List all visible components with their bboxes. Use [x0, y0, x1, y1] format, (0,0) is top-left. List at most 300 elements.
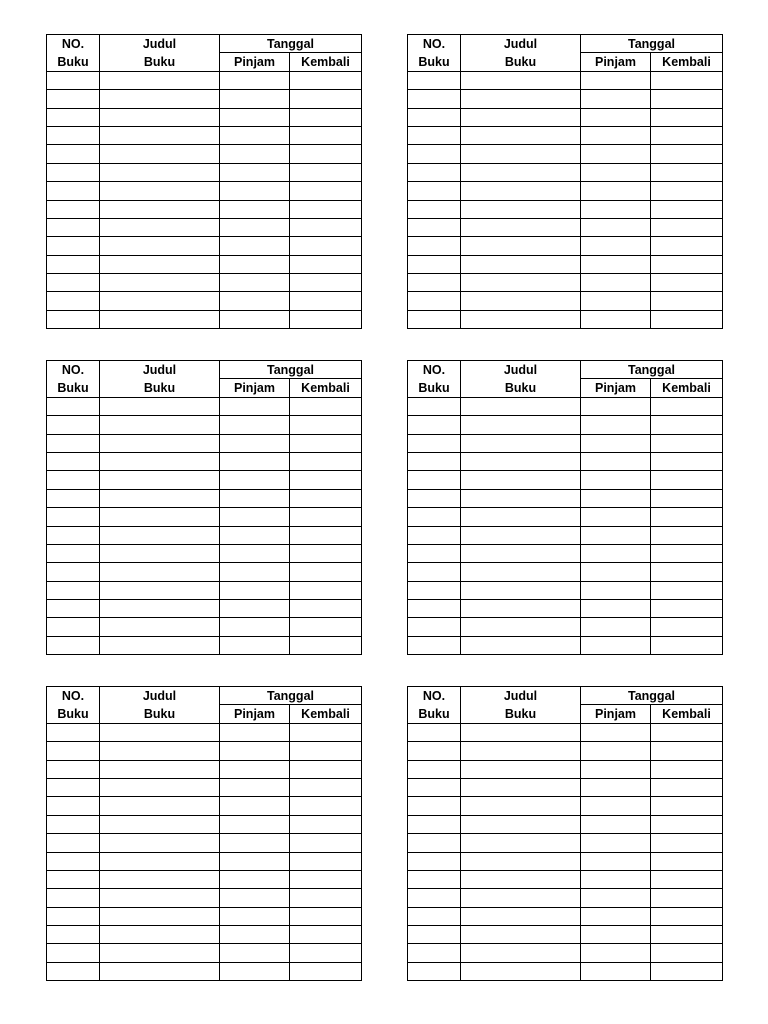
no-buku-cell: [408, 544, 461, 562]
header-pinjam-label: Pinjam: [220, 705, 290, 723]
tanggal-kembali-cell: [290, 581, 362, 599]
book-loan-table: [407, 360, 723, 655]
header-buku-label: Buku: [408, 379, 461, 397]
tanggal-pinjam-cell: [220, 126, 290, 144]
no-buku-cell: [47, 310, 100, 328]
table-row: [47, 508, 362, 526]
header-pinjam-label: Pinjam: [581, 53, 651, 71]
header-buku-label: Buku: [100, 53, 220, 71]
no-buku-cell: [47, 581, 100, 599]
judul-buku-cell: [461, 108, 581, 126]
no-buku-cell: [47, 962, 100, 980]
table-row: [408, 397, 723, 415]
table-row: [408, 452, 723, 470]
tanggal-pinjam-cell: [220, 870, 290, 888]
tanggal-kembali-cell: [290, 526, 362, 544]
no-buku-cell: [47, 544, 100, 562]
judul-buku-cell: [100, 71, 220, 89]
table-row: [47, 815, 362, 833]
tanggal-pinjam-cell: [581, 778, 651, 796]
tanggal-pinjam-cell: [581, 108, 651, 126]
judul-buku-cell: [461, 834, 581, 852]
table-row: [47, 182, 362, 200]
judul-buku-cell: [100, 889, 220, 907]
no-buku-cell: [408, 508, 461, 526]
table-row: [47, 723, 362, 741]
tanggal-pinjam-cell: [220, 815, 290, 833]
tanggal-kembali-cell: [290, 944, 362, 962]
table-row: [47, 145, 362, 163]
tanggal-pinjam-cell: [220, 723, 290, 741]
table-row: [408, 90, 723, 108]
no-buku-cell: [408, 471, 461, 489]
tanggal-kembali-cell: [290, 907, 362, 925]
tanggal-pinjam-cell: [220, 600, 290, 618]
no-buku-cell: [408, 145, 461, 163]
tanggal-pinjam-cell: [220, 145, 290, 163]
judul-buku-cell: [100, 962, 220, 980]
book-loan-table: [46, 686, 362, 981]
table-row: [408, 797, 723, 815]
judul-buku-cell: [461, 508, 581, 526]
judul-buku-cell: [100, 471, 220, 489]
no-buku-cell: [408, 760, 461, 778]
tanggal-pinjam-cell: [220, 778, 290, 796]
tanggal-pinjam-cell: [581, 90, 651, 108]
table-row: [408, 600, 723, 618]
tanggal-pinjam-cell: [220, 907, 290, 925]
judul-buku-cell: [461, 581, 581, 599]
no-buku-cell: [408, 907, 461, 925]
tanggal-kembali-cell: [651, 797, 723, 815]
no-buku-cell: [408, 815, 461, 833]
table-row: [408, 742, 723, 760]
table-row: [47, 797, 362, 815]
header-tanggal-label: Tanggal: [581, 35, 723, 53]
tanggal-kembali-cell: [651, 926, 723, 944]
judul-buku-cell: [100, 870, 220, 888]
tanggal-kembali-cell: [651, 870, 723, 888]
no-buku-cell: [408, 489, 461, 507]
tanggal-kembali-cell: [651, 292, 723, 310]
table-row: [408, 870, 723, 888]
judul-buku-cell: [100, 145, 220, 163]
tanggal-kembali-cell: [651, 723, 723, 741]
tanggal-pinjam-cell: [581, 416, 651, 434]
judul-buku-cell: [461, 889, 581, 907]
no-buku-cell: [408, 581, 461, 599]
judul-buku-cell: [461, 182, 581, 200]
no-buku-cell: [408, 452, 461, 470]
table-row: [47, 108, 362, 126]
header-pinjam-label: Pinjam: [220, 379, 290, 397]
tanggal-kembali-cell: [290, 434, 362, 452]
tanggal-kembali-cell: [651, 760, 723, 778]
judul-buku-cell: [100, 723, 220, 741]
judul-buku-cell: [461, 200, 581, 218]
tanggal-kembali-cell: [651, 108, 723, 126]
judul-buku-cell: [461, 434, 581, 452]
table-row: [47, 544, 362, 562]
no-buku-cell: [47, 618, 100, 636]
judul-buku-cell: [100, 434, 220, 452]
tanggal-kembali-cell: [651, 71, 723, 89]
judul-buku-cell: [461, 489, 581, 507]
tanggal-pinjam-cell: [220, 416, 290, 434]
judul-buku-cell: [461, 237, 581, 255]
table-row: [47, 471, 362, 489]
book-loan-table: [407, 686, 723, 981]
judul-buku-cell: [100, 944, 220, 962]
judul-buku-cell: [461, 471, 581, 489]
judul-buku-cell: [461, 563, 581, 581]
judul-buku-cell: [461, 944, 581, 962]
tanggal-pinjam-cell: [220, 182, 290, 200]
header-row-bottom: [47, 53, 362, 71]
header-tanggal-label: Tanggal: [581, 361, 723, 379]
no-buku-cell: [47, 742, 100, 760]
judul-buku-cell: [461, 416, 581, 434]
tanggal-kembali-cell: [651, 416, 723, 434]
tanggal-kembali-cell: [651, 182, 723, 200]
tanggal-pinjam-cell: [220, 237, 290, 255]
book-loan-card: [407, 686, 722, 981]
judul-buku-cell: [100, 636, 220, 654]
tanggal-kembali-cell: [290, 870, 362, 888]
tanggal-kembali-cell: [651, 600, 723, 618]
header-pinjam-label: Pinjam: [220, 53, 290, 71]
no-buku-cell: [47, 926, 100, 944]
tanggal-kembali-cell: [290, 274, 362, 292]
table-row: [47, 907, 362, 925]
no-buku-cell: [47, 434, 100, 452]
tanggal-kembali-cell: [290, 508, 362, 526]
no-buku-cell: [47, 944, 100, 962]
no-buku-cell: [408, 944, 461, 962]
tanggal-kembali-cell: [290, 889, 362, 907]
tanggal-pinjam-cell: [220, 742, 290, 760]
no-buku-cell: [47, 163, 100, 181]
no-buku-cell: [408, 926, 461, 944]
judul-buku-cell: [461, 526, 581, 544]
tanggal-kembali-cell: [290, 200, 362, 218]
tanggal-kembali-cell: [651, 310, 723, 328]
tanggal-kembali-cell: [290, 310, 362, 328]
table-row: [408, 778, 723, 796]
no-buku-cell: [408, 563, 461, 581]
judul-buku-cell: [100, 292, 220, 310]
table-row: [408, 544, 723, 562]
header-buku-label: Buku: [461, 379, 581, 397]
table-row: [47, 237, 362, 255]
judul-buku-cell: [461, 292, 581, 310]
header-kembali-label: Kembali: [651, 705, 723, 723]
tanggal-pinjam-cell: [220, 944, 290, 962]
tanggal-kembali-cell: [651, 742, 723, 760]
tanggal-kembali-cell: [651, 889, 723, 907]
book-loan-table: [407, 34, 723, 329]
tanggal-pinjam-cell: [581, 182, 651, 200]
table-row: [408, 962, 723, 980]
table-row: [47, 563, 362, 581]
tanggal-kembali-cell: [290, 126, 362, 144]
no-buku-cell: [408, 274, 461, 292]
header-pinjam-label: Pinjam: [581, 705, 651, 723]
tanggal-pinjam-cell: [581, 815, 651, 833]
table-row: [47, 742, 362, 760]
judul-buku-cell: [100, 416, 220, 434]
header-no-label: NO.: [47, 361, 100, 379]
tanggal-kembali-cell: [651, 944, 723, 962]
header-judul-label: Judul: [100, 687, 220, 705]
tanggal-kembali-cell: [290, 163, 362, 181]
no-buku-cell: [47, 797, 100, 815]
no-buku-cell: [47, 563, 100, 581]
judul-buku-cell: [100, 907, 220, 925]
tanggal-pinjam-cell: [581, 163, 651, 181]
judul-buku-cell: [461, 163, 581, 181]
tanggal-kembali-cell: [651, 778, 723, 796]
tanggal-kembali-cell: [651, 563, 723, 581]
no-buku-cell: [47, 834, 100, 852]
table-row: [47, 926, 362, 944]
no-buku-cell: [408, 126, 461, 144]
tanggal-pinjam-cell: [220, 292, 290, 310]
judul-buku-cell: [100, 237, 220, 255]
no-buku-cell: [408, 218, 461, 236]
header-buku-label: Buku: [47, 53, 100, 71]
tanggal-pinjam-cell: [220, 71, 290, 89]
judul-buku-cell: [100, 489, 220, 507]
tanggal-kembali-cell: [290, 544, 362, 562]
no-buku-cell: [47, 489, 100, 507]
judul-buku-cell: [461, 218, 581, 236]
tanggal-pinjam-cell: [220, 434, 290, 452]
table-row: [47, 600, 362, 618]
judul-buku-cell: [461, 544, 581, 562]
tanggal-pinjam-cell: [581, 145, 651, 163]
judul-buku-cell: [100, 508, 220, 526]
no-buku-cell: [408, 71, 461, 89]
no-buku-cell: [47, 471, 100, 489]
no-buku-cell: [408, 834, 461, 852]
tanggal-pinjam-cell: [581, 126, 651, 144]
tanggal-kembali-cell: [290, 815, 362, 833]
judul-buku-cell: [100, 218, 220, 236]
header-buku-label: Buku: [47, 379, 100, 397]
tanggal-kembali-cell: [290, 292, 362, 310]
judul-buku-cell: [100, 760, 220, 778]
tanggal-kembali-cell: [290, 397, 362, 415]
tanggal-kembali-cell: [290, 852, 362, 870]
tanggal-kembali-cell: [290, 255, 362, 273]
header-row-top: [47, 687, 362, 705]
header-row-bottom: [408, 53, 723, 71]
table-row: [47, 274, 362, 292]
tanggal-kembali-cell: [290, 600, 362, 618]
no-buku-cell: [47, 200, 100, 218]
tanggal-kembali-cell: [651, 397, 723, 415]
judul-buku-cell: [461, 636, 581, 654]
tanggal-kembali-cell: [290, 108, 362, 126]
header-no-label: NO.: [408, 361, 461, 379]
tanggal-kembali-cell: [651, 90, 723, 108]
tanggal-pinjam-cell: [581, 563, 651, 581]
table-row: [408, 274, 723, 292]
no-buku-cell: [47, 397, 100, 415]
no-buku-cell: [47, 108, 100, 126]
table-row: [408, 163, 723, 181]
tanggal-kembali-cell: [290, 723, 362, 741]
table-row: [408, 416, 723, 434]
tanggal-pinjam-cell: [581, 489, 651, 507]
tanggal-pinjam-cell: [581, 255, 651, 273]
judul-buku-cell: [100, 200, 220, 218]
table-row: [408, 145, 723, 163]
table-row: [47, 90, 362, 108]
judul-buku-cell: [100, 926, 220, 944]
tanggal-pinjam-cell: [220, 544, 290, 562]
tanggal-kembali-cell: [290, 218, 362, 236]
tanggal-pinjam-cell: [581, 944, 651, 962]
table-row: [47, 416, 362, 434]
table-row: [408, 508, 723, 526]
no-buku-cell: [47, 274, 100, 292]
table-row: [408, 760, 723, 778]
table-row: [47, 71, 362, 89]
tanggal-kembali-cell: [651, 145, 723, 163]
no-buku-cell: [47, 416, 100, 434]
book-loan-card: [407, 360, 722, 655]
tanggal-pinjam-cell: [220, 526, 290, 544]
tanggal-kembali-cell: [651, 815, 723, 833]
judul-buku-cell: [461, 852, 581, 870]
header-judul-label: Judul: [461, 361, 581, 379]
no-buku-cell: [47, 182, 100, 200]
table-row: [408, 815, 723, 833]
tanggal-pinjam-cell: [220, 274, 290, 292]
header-kembali-label: Kembali: [651, 379, 723, 397]
tanggal-pinjam-cell: [581, 834, 651, 852]
tanggal-pinjam-cell: [581, 889, 651, 907]
tanggal-kembali-cell: [290, 834, 362, 852]
tanggal-pinjam-cell: [581, 852, 651, 870]
tanggal-pinjam-cell: [581, 71, 651, 89]
table-row: [47, 760, 362, 778]
header-tanggal-label: Tanggal: [220, 361, 362, 379]
no-buku-cell: [47, 636, 100, 654]
tanggal-pinjam-cell: [581, 237, 651, 255]
tanggal-pinjam-cell: [581, 581, 651, 599]
tanggal-pinjam-cell: [220, 834, 290, 852]
tanggal-kembali-cell: [651, 434, 723, 452]
header-no-label: NO.: [408, 687, 461, 705]
tanggal-kembali-cell: [651, 834, 723, 852]
table-row: [408, 834, 723, 852]
table-row: [47, 889, 362, 907]
judul-buku-cell: [461, 962, 581, 980]
tanggal-pinjam-cell: [581, 471, 651, 489]
tanggal-kembali-cell: [290, 926, 362, 944]
judul-buku-cell: [461, 797, 581, 815]
table-row: [408, 852, 723, 870]
tanggal-kembali-cell: [651, 636, 723, 654]
judul-buku-cell: [461, 778, 581, 796]
judul-buku-cell: [100, 108, 220, 126]
header-row-bottom: [47, 705, 362, 723]
judul-buku-cell: [100, 778, 220, 796]
table-row: [408, 292, 723, 310]
table-row: [47, 434, 362, 452]
table-row: [408, 581, 723, 599]
table-row: [408, 526, 723, 544]
no-buku-cell: [47, 760, 100, 778]
header-row-top: [47, 35, 362, 53]
tanggal-pinjam-cell: [220, 889, 290, 907]
header-row-bottom: [408, 379, 723, 397]
no-buku-cell: [47, 600, 100, 618]
header-no-label: NO.: [47, 687, 100, 705]
no-buku-cell: [47, 852, 100, 870]
tanggal-pinjam-cell: [220, 636, 290, 654]
no-buku-cell: [408, 416, 461, 434]
no-buku-cell: [47, 778, 100, 796]
judul-buku-cell: [461, 815, 581, 833]
tanggal-kembali-cell: [651, 274, 723, 292]
table-row: [408, 618, 723, 636]
header-tanggal-label: Tanggal: [581, 687, 723, 705]
table-row: [47, 581, 362, 599]
table-row: [408, 182, 723, 200]
header-buku-label: Buku: [100, 705, 220, 723]
table-row: [47, 126, 362, 144]
no-buku-cell: [408, 600, 461, 618]
tanggal-kembali-cell: [651, 218, 723, 236]
judul-buku-cell: [461, 926, 581, 944]
table-row: [408, 889, 723, 907]
judul-buku-cell: [100, 797, 220, 815]
no-buku-cell: [47, 71, 100, 89]
no-buku-cell: [408, 797, 461, 815]
tanggal-kembali-cell: [290, 563, 362, 581]
tanggal-pinjam-cell: [220, 581, 290, 599]
tanggal-pinjam-cell: [581, 218, 651, 236]
judul-buku-cell: [461, 397, 581, 415]
no-buku-cell: [47, 889, 100, 907]
header-judul-label: Judul: [461, 687, 581, 705]
table-row: [408, 310, 723, 328]
judul-buku-cell: [461, 145, 581, 163]
no-buku-cell: [408, 852, 461, 870]
tanggal-pinjam-cell: [581, 600, 651, 618]
judul-buku-cell: [461, 255, 581, 273]
no-buku-cell: [408, 962, 461, 980]
tanggal-pinjam-cell: [220, 218, 290, 236]
table-row: [47, 397, 362, 415]
tanggal-pinjam-cell: [581, 742, 651, 760]
no-buku-cell: [408, 723, 461, 741]
header-kembali-label: Kembali: [290, 705, 362, 723]
header-row-bottom: [47, 379, 362, 397]
table-row: [47, 526, 362, 544]
no-buku-cell: [408, 292, 461, 310]
tanggal-kembali-cell: [290, 237, 362, 255]
judul-buku-cell: [461, 126, 581, 144]
tanggal-pinjam-cell: [581, 292, 651, 310]
header-row-top: [408, 687, 723, 705]
table-row: [47, 852, 362, 870]
table-row: [47, 618, 362, 636]
